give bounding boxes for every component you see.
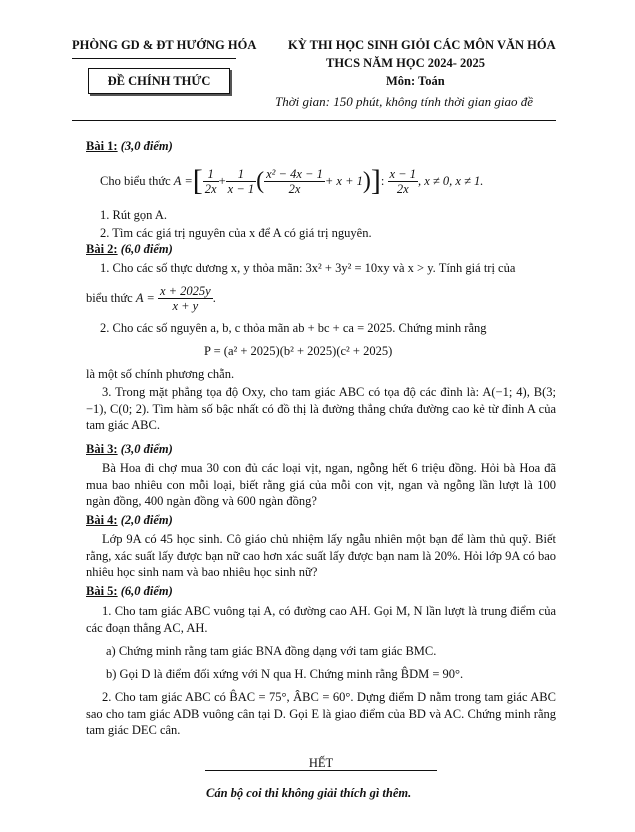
bai2-heading bbox=[86, 241, 173, 257]
bai2-part1-label: biểu thức bbox=[86, 291, 133, 305]
bai5-part2: 2. Cho tam giác ABC có B̂AC = 75°, ÂBC = 60°. Dựng điểm D nằm trong tam giác ABC sao cho tam giác ADB vuông cân tại D. Gọi E là giao điểm của BD và AC. Chứng minh rằng tam giác DEC cân. bbox=[86, 690, 556, 737]
bai3-number: Bài 3: bbox=[86, 442, 118, 456]
bai1-lhs: A = bbox=[173, 174, 193, 188]
open-paren: ( bbox=[256, 168, 265, 194]
close-bracket: ] bbox=[370, 164, 381, 197]
bai1-points: (3,0 điểm) bbox=[120, 139, 173, 153]
bai5-part1-a: a) Chứng minh rằng tam giác BNA đồng dạng với tam giác BMC. bbox=[106, 644, 437, 658]
bai4-number: Bài 4: bbox=[86, 513, 118, 527]
bai2-part1-fraction: $\frac{x + 2025y}{x + y}$ bbox=[159, 283, 211, 313]
bai2-part1-line1: 1. Cho các số thực dương x, y thỏa mãn: 3x² + 3y² = 10xy và x > y. Tính giá trị của bbox=[100, 261, 516, 275]
bai3-points: (3,0 điểm) bbox=[120, 442, 173, 456]
fraction-4: $\frac{x - 1}{2x}$ bbox=[389, 166, 416, 196]
bai4-heading bbox=[86, 512, 173, 528]
bai5-part1: 1. Cho tam giác ABC vuông tại A, có đường cao AH. Gọi M, N lần lượt là trung điểm của các đoạn thẳng AC, AH. bbox=[86, 604, 556, 635]
bai2-part3: 3. Trong mặt phẳng tọa độ Oxy, cho tam giác ABC có tọa độ các đỉnh là: A(−1; 4), B(3; −1), C(0; 2). Tìm hàm số bậc nhất có đồ thị là đường thẳng chứa đường cao kẻ từ đỉnh A của tam giác ABC. bbox=[86, 385, 556, 432]
department-name: PHÒNG GD & ĐT HƯỚNG HÓA bbox=[72, 38, 257, 52]
exam-title: KỲ THI HỌC SINH GIỎI CÁC MÔN VĂN HÓA bbox=[288, 38, 556, 52]
division-sign: : bbox=[380, 174, 385, 188]
bai2-part2-formula: P = (a² + 2025)(b² + 2025)(c² + 2025) bbox=[204, 344, 393, 358]
bai1-question-2: 2. Tìm các giá trị nguyên của x để A có giá trị nguyên. bbox=[100, 226, 372, 240]
open-bracket: [ bbox=[192, 164, 203, 197]
department-underline bbox=[72, 58, 236, 59]
bai1-heading bbox=[86, 138, 173, 154]
bai1-condition: , x ≠ 0, x ≠ 1. bbox=[417, 174, 484, 188]
official-stamp: ĐỀ CHÍNH THỨC bbox=[88, 68, 230, 94]
bai5-heading bbox=[86, 583, 173, 599]
fraction-2: $\frac{1}{x - 1}$ bbox=[227, 166, 255, 196]
bai1-expression: Cho biểu thức A = [ $\frac{1}{2x}$ + $\frac{1}{x - 1}$ ( $\frac{\text{x² − 4x − 1}}{2x}$ + x + 1 ) ] : $\frac{x - 1}{2x}$ , x ≠ 0, x ≠ 1. bbox=[100, 164, 484, 197]
bai5-part1-b: b) Gọi D là điểm đối xứng với N qua H. Chứng minh rằng B̂DM = 90°. bbox=[106, 667, 464, 681]
footer-note: Cán bộ coi thi không giải thích gì thêm. bbox=[206, 786, 412, 800]
end-rule bbox=[205, 770, 437, 771]
header-rule bbox=[72, 120, 556, 121]
exam-time: Thời gian: 150 phút, không tính thời gian giao đề bbox=[275, 94, 533, 109]
bai5-number: Bài 5: bbox=[86, 584, 118, 598]
bai4-text: Lớp 9A có 45 học sinh. Cô giáo chủ nhiệm lấy ngẫu nhiên một bạn để làm thủ quỹ. Biết rằng, xác suất lấy được bạn nữ cao hơn xác suất lấy được bạn nam là 20%. Hỏi lớp 9A có bao nhiêu học sinh nam và bao nhiêu học sinh nữ? bbox=[86, 532, 556, 579]
end-marker: HẾT bbox=[308, 756, 334, 770]
fraction-3: $\frac{\text{x² − 4x − 1}}{2x}$ bbox=[266, 166, 323, 196]
bai1-number: Bài 1: bbox=[86, 139, 118, 153]
bai2-number: Bài 2: bbox=[86, 242, 118, 256]
bai1-intro: Cho biểu thức bbox=[100, 174, 171, 188]
close-paren: ) bbox=[362, 168, 371, 194]
bai2-part2-line2: là một số chính phương chẵn. bbox=[86, 367, 235, 381]
bai3-text: Bà Hoa đi chợ mua 30 con đủ các loại vịt, ngan, ngỗng hết 6 triệu đồng. Hỏi bà Hoa đã mua bao nhiêu con mỗi loại, biết rằng giá của mỗi con vịt, ngan và ngỗng lần lượt là 100 ngàn đồng, 400 ngàn đồng và 600 ngàn đồng? bbox=[86, 461, 556, 508]
bai2-part1-line2 bbox=[86, 281, 216, 315]
bai2-part2-line1: 2. Cho các số nguyên a, b, c thỏa mãn ab + bc + ca = 2025. Chứng minh rằng bbox=[100, 321, 487, 335]
fraction-1: $\frac{1}{2x}$ bbox=[204, 166, 217, 196]
bai2-part1-end: . bbox=[212, 291, 216, 305]
inner-tail: + x + 1 bbox=[324, 174, 363, 188]
subject: Môn: Toán bbox=[386, 74, 445, 88]
bai4-points: (2,0 điểm) bbox=[120, 513, 173, 527]
bai5-points: (6,0 điểm) bbox=[120, 584, 173, 598]
bai3-heading bbox=[86, 441, 173, 457]
school-year: THCS NĂM HỌC 2024- 2025 bbox=[326, 56, 486, 70]
bai2-part1-lhs: A = bbox=[135, 291, 155, 305]
bai2-points: (6,0 điểm) bbox=[120, 242, 173, 256]
bai1-question-1: 1. Rút gọn A. bbox=[100, 208, 168, 222]
